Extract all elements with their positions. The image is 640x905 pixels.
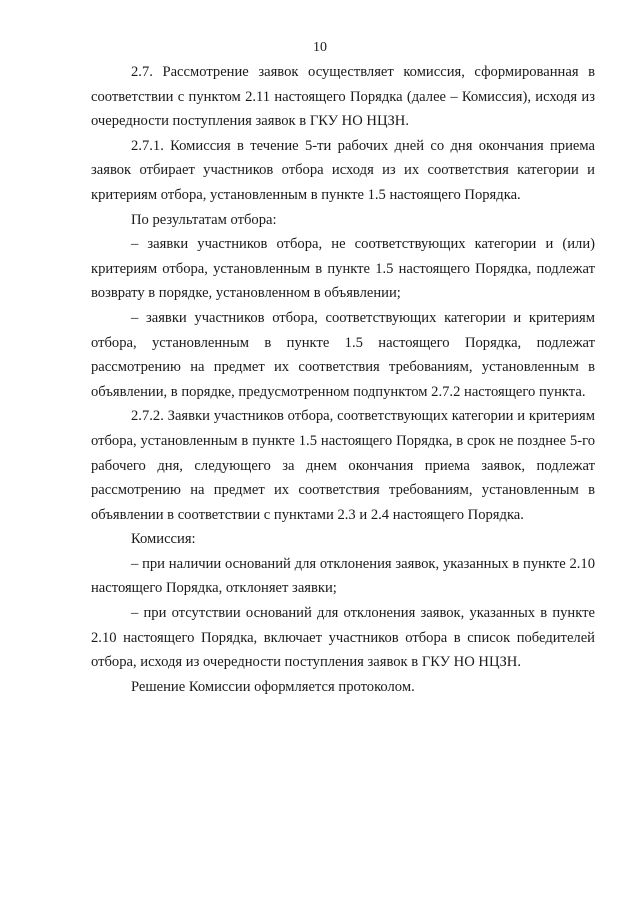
- paragraph-2-7-2: 2.7.2. Заявки участников отбора, соответствующих категории и критериям отбора, установленным в пункте 1.5 настоящего Порядка, в срок не позднее 5-го рабочего дня, следующего за днем окончания приема заявок, подлежат рассмотрению на предмет их соответствия требованиям, установленным в объявлении в соответствии с пунктами 2.3 и 2.4 настоящего Порядка.: [91, 408, 595, 523]
- page-number: 10: [313, 40, 327, 55]
- paragraph-winners-list: – при отсутствии оснований для отклонения заявок, указанных в пункте 2.10 настоящего Порядка, включает участников отбора в список победителей отбора, исходя из очередности поступления заявок в ГКУ НО НЦЗН.: [91, 605, 595, 671]
- paragraph-returned-applications: – заявки участников отбора, не соответствующих категории и (или) критериям отбора, установленным в пункте 1.5 настоящего Порядка, подлежат возврату в порядке, установленном в объявлении;: [91, 236, 595, 302]
- paragraph-rejection: – при наличии оснований для отклонения заявок, указанных в пункте 2.10 настоящего Порядка, отклоняет заявки;: [91, 555, 595, 597]
- paragraph-commission: Комиссия:: [131, 531, 196, 548]
- document-body: [91, 60, 595, 699]
- paragraph-protocol: Решение Комиссии оформляется протоколом.: [131, 678, 415, 695]
- paragraph-selection-results: По результатам отбора:: [131, 211, 277, 228]
- paragraph-2-7-1: 2.7.1. Комиссия в течение 5-ти рабочих дней со дня окончания приема заявок отбирает участников отбора исходя из их соответствия категории и критериям отбора, установленным в пункте 1.5 настоящего Порядка.: [91, 137, 595, 203]
- paragraph-2-7: 2.7. Рассмотрение заявок осуществляет комиссия, сформированная в соответствии с пунктом 2.11 настоящего Порядка (далее – Комиссия), исходя из очередности поступления заявок в ГКУ НО НЦЗН.: [91, 64, 595, 130]
- paragraph-considered-applications: – заявки участников отбора, соответствующих категории и критериям отбора, установленным в пункте 1.5 настоящего Порядка, подлежат рассмотрению на предмет их соответствия требованиям, установленным в объявлении, в порядке, предусмотренном подпунктом 2.7.2 настоящего пункта.: [91, 309, 595, 400]
